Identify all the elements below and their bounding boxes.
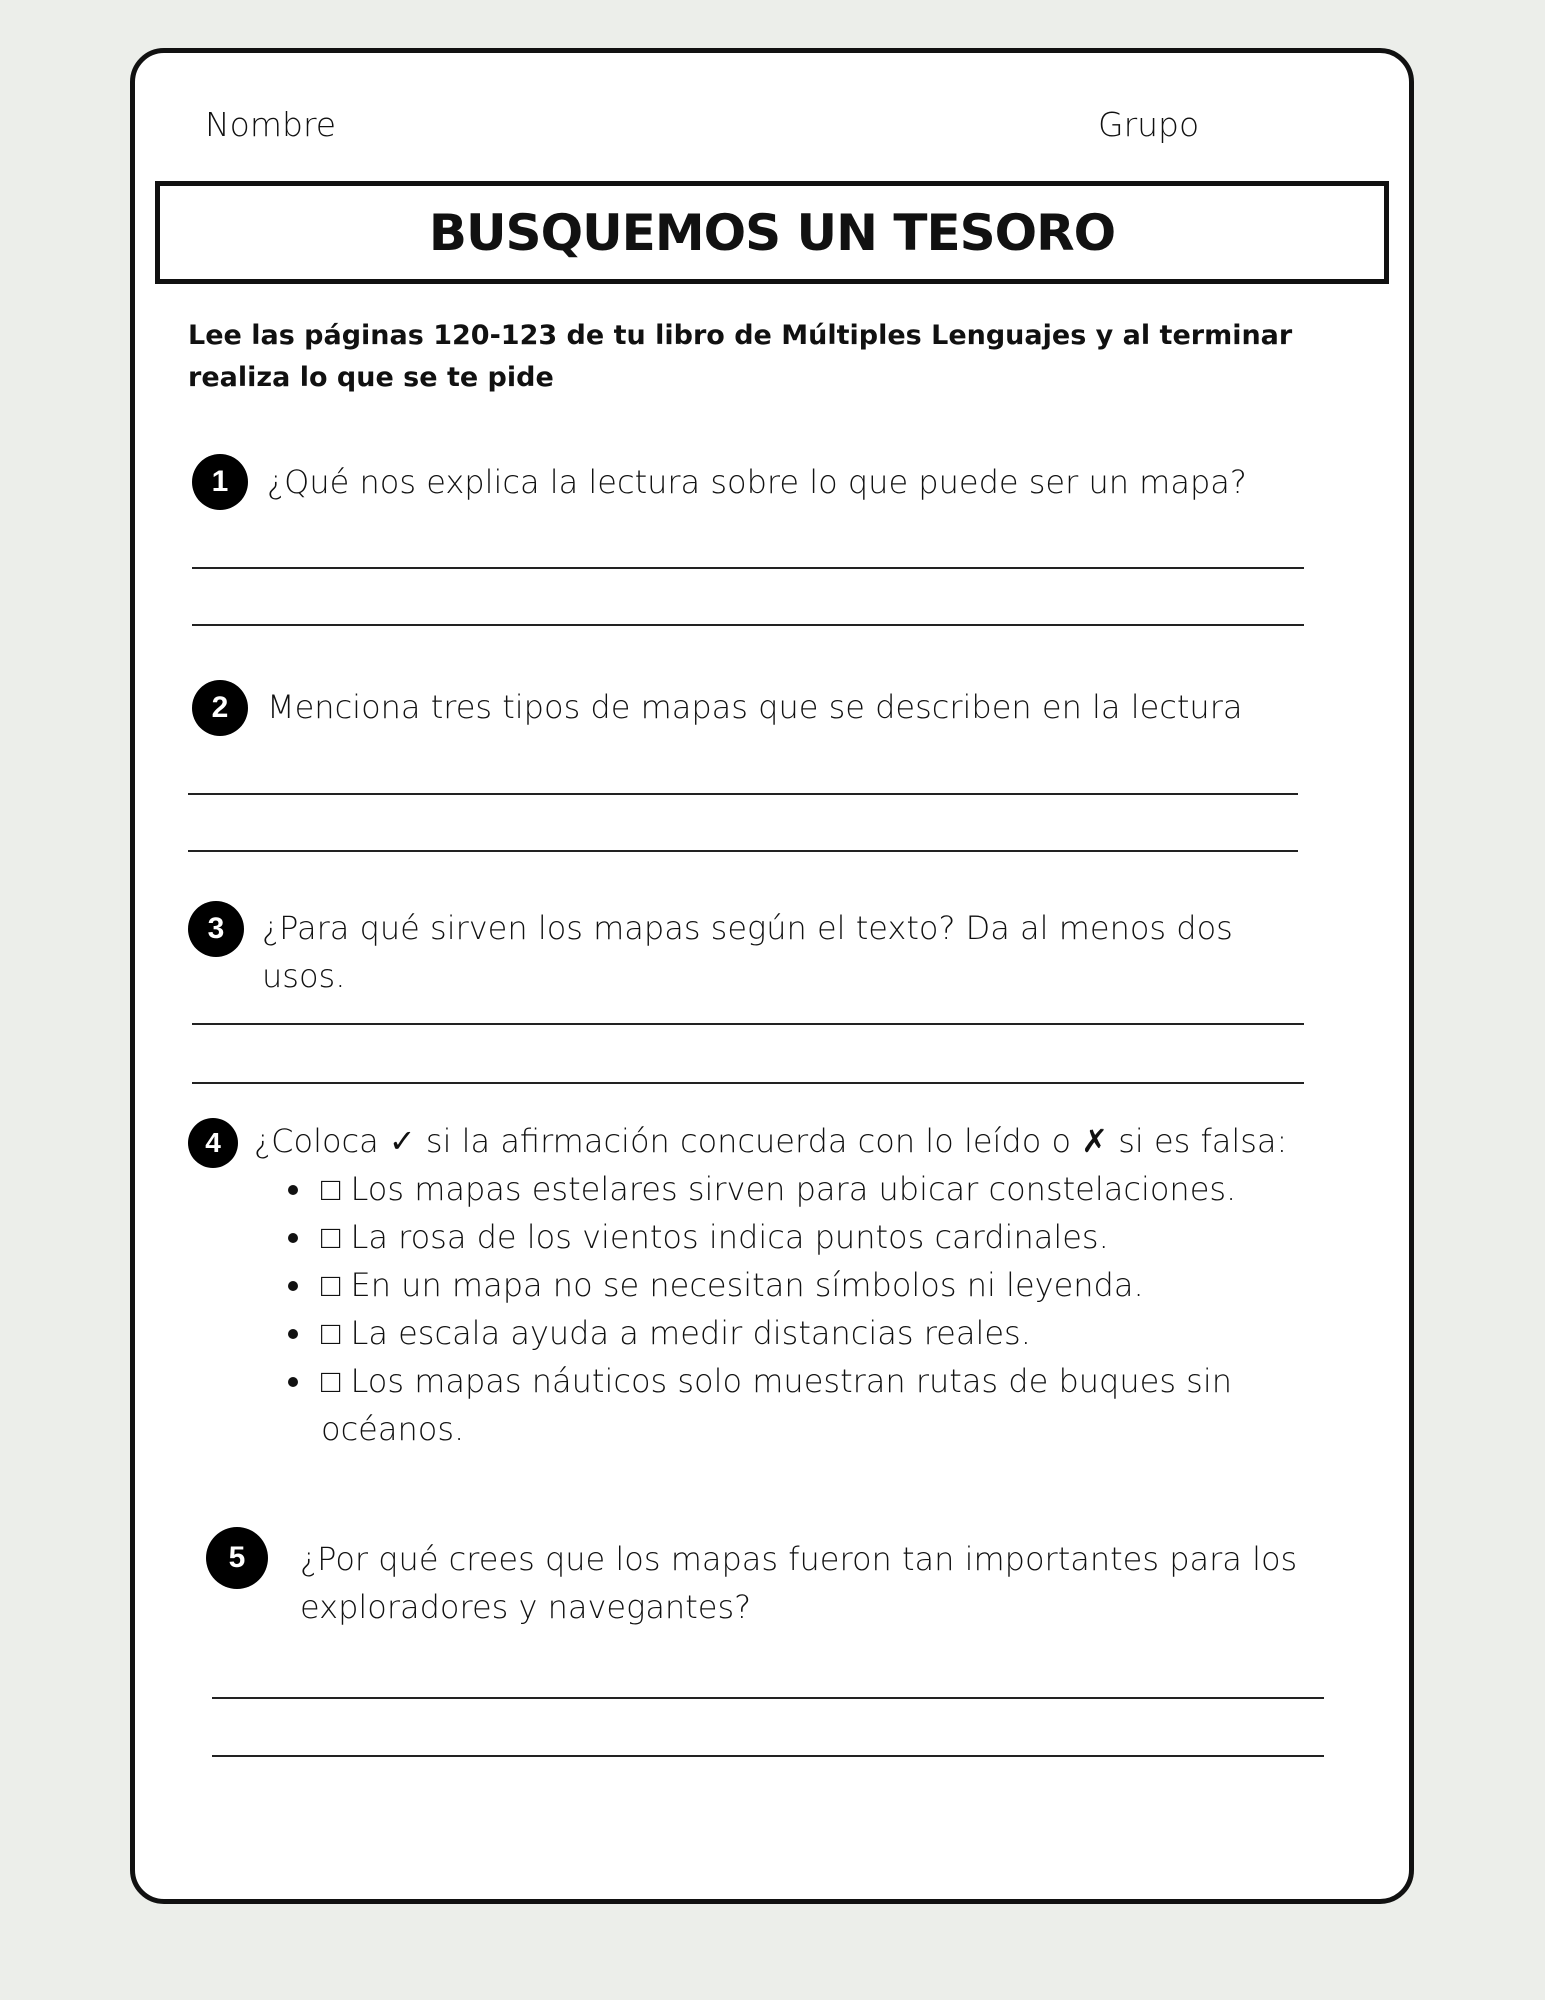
instructions-text: Lee las páginas 120-123 de tu libro de Múltiples Lenguajes y al terminar realiza lo que se te pide — [188, 320, 1293, 393]
question-5-number-badge: 5 — [206, 1527, 268, 1589]
question-4-text-part1: ¿Coloca — [254, 1122, 379, 1160]
statement-item[interactable]: • □ Los mapas estelares sirven para ubicar constelaciones. — [315, 1165, 1285, 1213]
page-title: BUSQUEMOS UN TESORO — [155, 181, 1389, 284]
question-4-text — [254, 1117, 1334, 1165]
statement-checklist — [277, 1165, 1285, 1453]
question-3-number-badge: 3 — [188, 901, 244, 957]
answer-line-3a[interactable] — [192, 1023, 1304, 1025]
question-3-text: ¿Para qué sirven los mapas según el texto? Da al menos dos usos. — [262, 909, 1233, 995]
answer-line-5a[interactable] — [212, 1697, 1324, 1699]
answer-line-5b[interactable] — [212, 1755, 1324, 1757]
question-5-text: ¿Por qué crees que los mapas fueron tan importantes para los exploradores y navegantes? — [300, 1540, 1298, 1626]
answer-line-3b[interactable] — [192, 1082, 1304, 1084]
name-label: Nombre — [205, 105, 337, 144]
answer-line-2b[interactable] — [188, 850, 1298, 852]
statement-item[interactable]: • □ Los mapas náuticos solo muestran rutas de buques sin océanos. — [315, 1357, 1285, 1453]
question-4-number-badge: 4 — [188, 1118, 238, 1168]
question-2-text: Menciona tres tipos de mapas que se describen en la lectura — [267, 688, 1243, 726]
check-mark-icon: ✓ — [388, 1122, 416, 1160]
answer-line-2a[interactable] — [188, 793, 1298, 795]
statement-item[interactable]: • □ La rosa de los vientos indica puntos cardinales. — [315, 1213, 1285, 1261]
question-1-text: ¿Qué nos explica la lectura sobre lo que puede ser un mapa? — [267, 463, 1247, 501]
question-4-text-part2: si la afirmación concuerda con lo leído o — [425, 1122, 1072, 1160]
answer-line-1a[interactable] — [192, 567, 1304, 569]
question-2-number-badge: 2 — [192, 680, 248, 736]
cross-mark-icon: ✗ — [1081, 1122, 1109, 1160]
group-label: Grupo — [1098, 105, 1200, 144]
question-1-number-badge: 1 — [192, 454, 248, 510]
answer-line-1b[interactable] — [192, 624, 1304, 626]
statement-item[interactable]: • □ En un mapa no se necesitan símbolos ni leyenda. — [315, 1261, 1285, 1309]
question-4-text-part3: si es falsa: — [1118, 1122, 1288, 1160]
statement-item[interactable]: • □ La escala ayuda a medir distancias reales. — [315, 1309, 1285, 1357]
